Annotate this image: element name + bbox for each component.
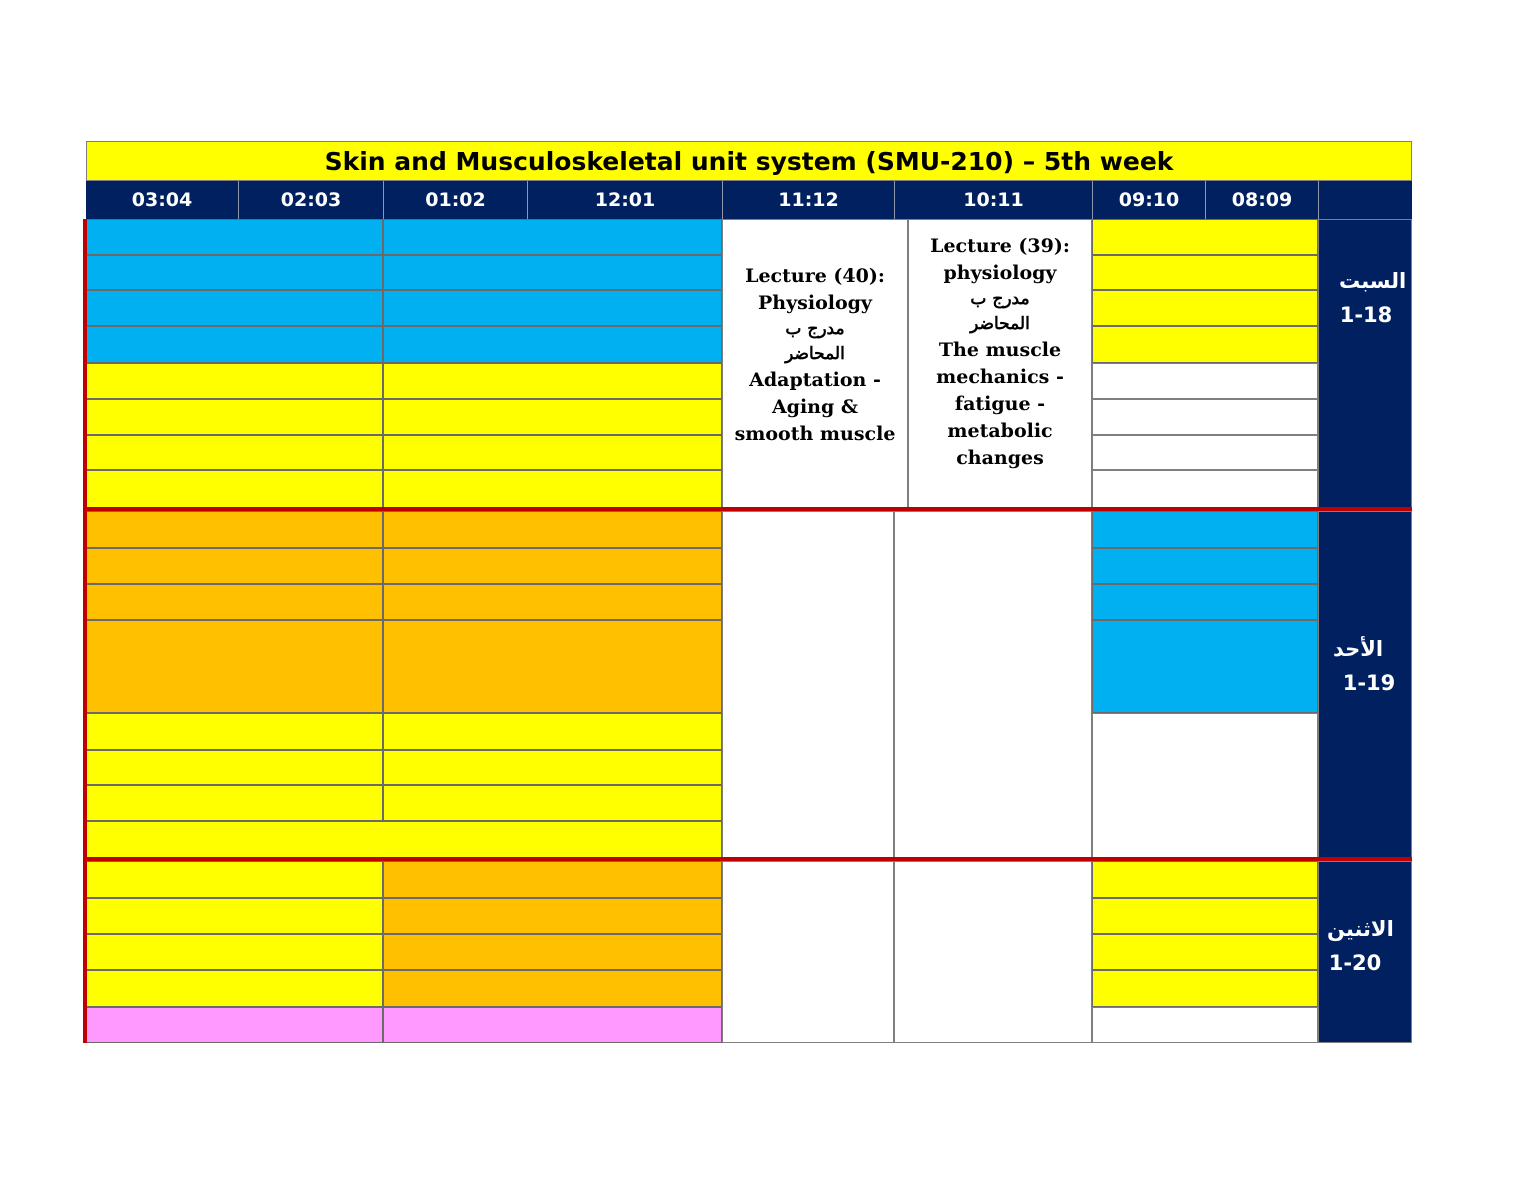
day-label-cell <box>1318 511 1412 858</box>
empty-slot <box>722 861 894 1043</box>
group-slot <box>86 821 722 858</box>
day-label-cell <box>1318 219 1412 508</box>
empty-slot <box>722 511 894 858</box>
day-date: 1-19 <box>1342 670 1396 695</box>
group-slot <box>383 399 722 435</box>
group-slot <box>383 584 722 620</box>
group-slot <box>383 1007 722 1043</box>
group-slot <box>383 435 722 470</box>
group-slot <box>86 1007 383 1043</box>
time-slot-header: 03:04 <box>131 189 193 211</box>
empty-slot <box>894 511 1092 858</box>
timetable-title: Skin and Musculoskeletal unit system (SMU-210) – 5th week <box>86 141 1412 181</box>
empty-slot <box>894 861 1092 1043</box>
lecture-cell <box>908 219 1092 508</box>
group-slot <box>383 326 722 363</box>
day-date: 1-20 <box>1328 951 1382 975</box>
lecture-topic: Adaptation - <box>749 369 881 391</box>
group-slot <box>86 584 383 620</box>
group-slot <box>383 363 722 399</box>
lecture-venue: مدرج ب <box>970 289 1030 309</box>
group-slot <box>86 326 383 363</box>
group-slot <box>86 548 383 584</box>
time-slot-header: 12:01 <box>527 181 722 219</box>
lecture-topic: fatigue - <box>954 393 1046 415</box>
lecture-subject: Physiology <box>758 292 872 314</box>
group-slot <box>86 970 383 1007</box>
group-slot <box>86 255 383 290</box>
group-slot <box>86 399 383 435</box>
empty-slot <box>1092 435 1318 470</box>
group-slot <box>1092 326 1318 363</box>
empty-slot <box>1092 363 1318 399</box>
lecture-topic: The muscle <box>938 339 1062 361</box>
group-slot <box>1092 970 1318 1007</box>
lecture-topic: smooth muscle <box>734 423 896 445</box>
group-slot <box>1092 255 1318 290</box>
group-slot <box>1092 934 1318 970</box>
group-slot <box>86 934 383 970</box>
group-slot <box>1092 511 1318 548</box>
group-slot <box>383 620 722 713</box>
day-name: الاثنين <box>1327 917 1394 941</box>
empty-slot <box>1092 399 1318 435</box>
group-slot <box>383 219 722 255</box>
day-date: 1-18 <box>1339 302 1393 327</box>
time-slot-header: 02:03 <box>238 181 383 219</box>
group-slot <box>383 255 722 290</box>
lecture-venue: المحاضر <box>970 314 1030 334</box>
group-slot <box>383 470 722 508</box>
day-label-cell <box>1318 861 1412 1043</box>
left-red-border <box>83 219 87 1043</box>
time-slot-header: 10:11 <box>894 181 1092 219</box>
lecture-topic: Aging & <box>771 396 859 418</box>
time-slot-header: 11:12 <box>722 181 894 219</box>
group-slot <box>383 511 722 548</box>
group-slot <box>383 548 722 584</box>
time-slot-header: 09:10 <box>1092 181 1205 219</box>
group-slot <box>383 934 722 970</box>
empty-slot <box>1092 713 1318 858</box>
day-name: الأحد <box>1332 636 1384 661</box>
group-slot <box>1092 548 1318 584</box>
group-slot <box>86 898 383 934</box>
group-slot <box>383 898 722 934</box>
time-slot-header: 08:09 <box>1205 181 1318 219</box>
group-slot <box>383 713 722 750</box>
group-slot <box>86 470 383 508</box>
empty-slot <box>1092 1007 1318 1043</box>
group-slot <box>86 290 383 326</box>
group-slot <box>1092 898 1318 934</box>
group-slot <box>383 750 722 785</box>
lecture-topic: changes <box>956 447 1044 469</box>
group-slot <box>86 620 383 713</box>
group-slot <box>383 785 722 821</box>
group-slot <box>1092 219 1318 255</box>
lecture-venue: المحاضر <box>785 344 845 364</box>
group-slot <box>86 785 383 821</box>
group-slot <box>1092 861 1318 898</box>
group-slot <box>1092 620 1318 713</box>
lecture-cell <box>722 219 908 508</box>
group-slot <box>383 290 722 326</box>
lecture-title: Lecture (40): <box>745 265 885 287</box>
group-slot <box>86 713 383 750</box>
time-slot-header: 01:02 <box>383 181 527 219</box>
group-slot <box>1092 290 1318 326</box>
group-slot <box>86 861 383 898</box>
lecture-topic: metabolic <box>947 420 1053 442</box>
lecture-topic: mechanics - <box>936 366 1064 388</box>
day-name: السبت <box>1339 268 1407 293</box>
group-slot <box>86 750 383 785</box>
empty-slot <box>1092 470 1318 508</box>
group-slot <box>86 219 383 255</box>
group-slot <box>383 970 722 1007</box>
group-slot <box>383 861 722 898</box>
group-slot <box>1092 584 1318 620</box>
lecture-title: Lecture (39): <box>930 235 1070 257</box>
lecture-subject: physiology <box>943 262 1057 284</box>
group-slot <box>86 511 383 548</box>
group-slot <box>86 435 383 470</box>
day-header-blank <box>1318 181 1412 219</box>
lecture-venue: مدرج ب <box>785 319 845 339</box>
group-slot <box>86 363 383 399</box>
